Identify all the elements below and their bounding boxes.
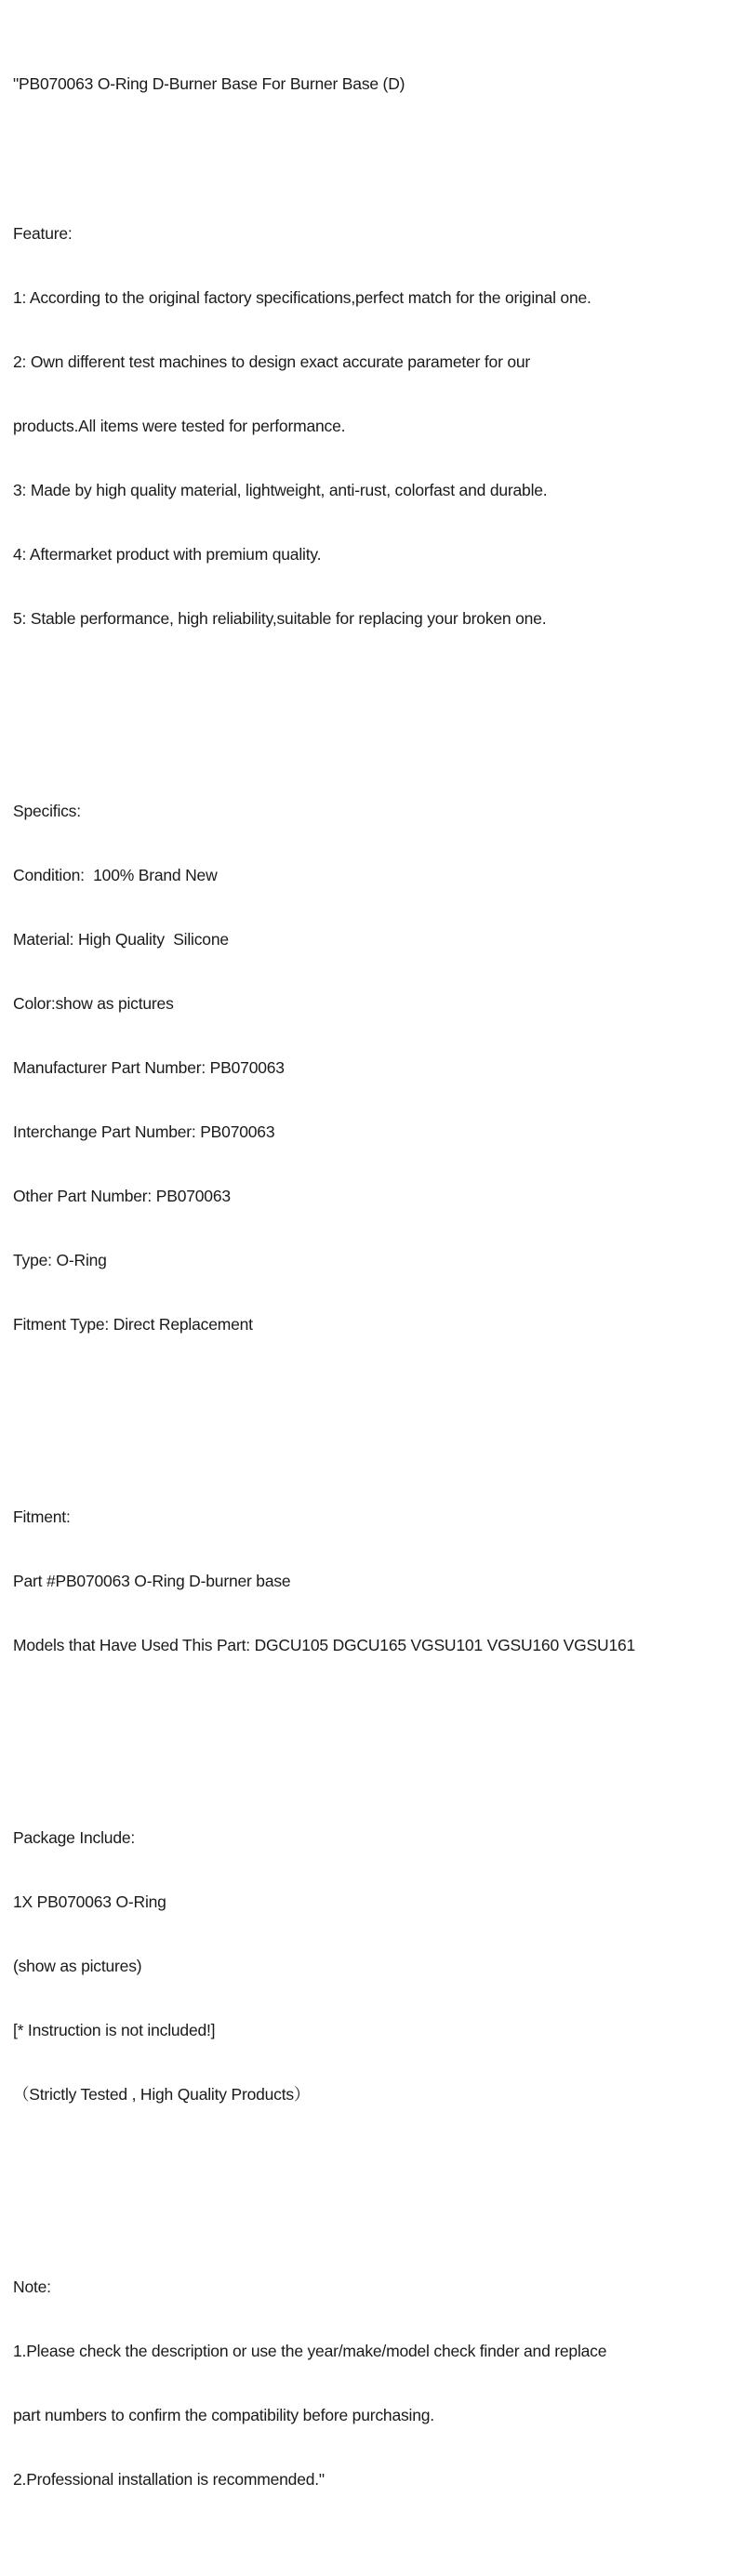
specifics-heading: Specifics:	[13, 802, 81, 820]
note-line: 1.Please check the description or use the year/make/model check finder and replace	[13, 2342, 607, 2360]
specifics-line-color: Color:show as pictures	[13, 994, 174, 1013]
product-title: "PB070063 O-Ring D-Burner Base For Burner Base (D)	[13, 74, 405, 93]
feature-heading: Feature:	[13, 224, 73, 243]
note-heading: Note:	[13, 2277, 51, 2296]
package-include-line: (show as pictures)	[13, 1957, 142, 1975]
fitment-heading: Fitment:	[13, 1507, 71, 1526]
specifics-line-manufacturer-part-number: Manufacturer Part Number: PB070063	[13, 1058, 285, 1077]
feature-line: 5: Stable performance, high reliability,suitable for replacing your broken one.	[13, 609, 547, 628]
note-line: 2.Professional installation is recommended."	[13, 2470, 325, 2489]
note-section	[13, 2234, 733, 2533]
package-include-line: （Strictly Tested , High Quality Products）	[13, 2085, 311, 2104]
specifics-section	[13, 758, 733, 1378]
feature-line: 3: Made by high quality material, lightweight, anti-rust, colorfast and durable.	[13, 481, 548, 499]
specifics-line-interchange-part-number: Interchange Part Number: PB070063	[13, 1122, 275, 1141]
package-include-line: [* Instruction is not included!]	[13, 2021, 216, 2039]
feature-line: products.All items were tested for performance.	[13, 417, 346, 435]
fitment-line-part: Part #PB070063 O-Ring D-burner base	[13, 1572, 291, 1590]
package-include-section	[13, 1785, 733, 2148]
note-line: part numbers to confirm the compatibility before purchasing.	[13, 2406, 434, 2424]
specifics-line-condition: Condition: 100% Brand New	[13, 866, 218, 884]
specifics-line-type: Type: O-Ring	[13, 1251, 107, 1269]
package-include-line: 1X PB070063 O-Ring	[13, 1892, 166, 1911]
feature-section	[13, 180, 733, 672]
specifics-line-fitment-type: Fitment Type: Direct Replacement	[13, 1315, 253, 1334]
package-include-heading: Package Include:	[13, 1828, 136, 1847]
specifics-line-material: Material: High Quality Silicone	[13, 930, 229, 949]
fitment-line-models: Models that Have Used This Part: DGCU105 DGCU165 VGSU101 VGSU160 VGSU161	[13, 1636, 636, 1654]
feature-line: 2: Own different test machines to design exact accurate parameter for our	[13, 352, 531, 371]
specifics-line-other-part-number: Other Part Number: PB070063	[13, 1187, 231, 1205]
fitment-section	[13, 1464, 733, 1699]
feature-line: 1: According to the original factory specifications,perfect match for the original one.	[13, 288, 591, 307]
feature-line: 4: Aftermarket product with premium quality.	[13, 545, 322, 564]
